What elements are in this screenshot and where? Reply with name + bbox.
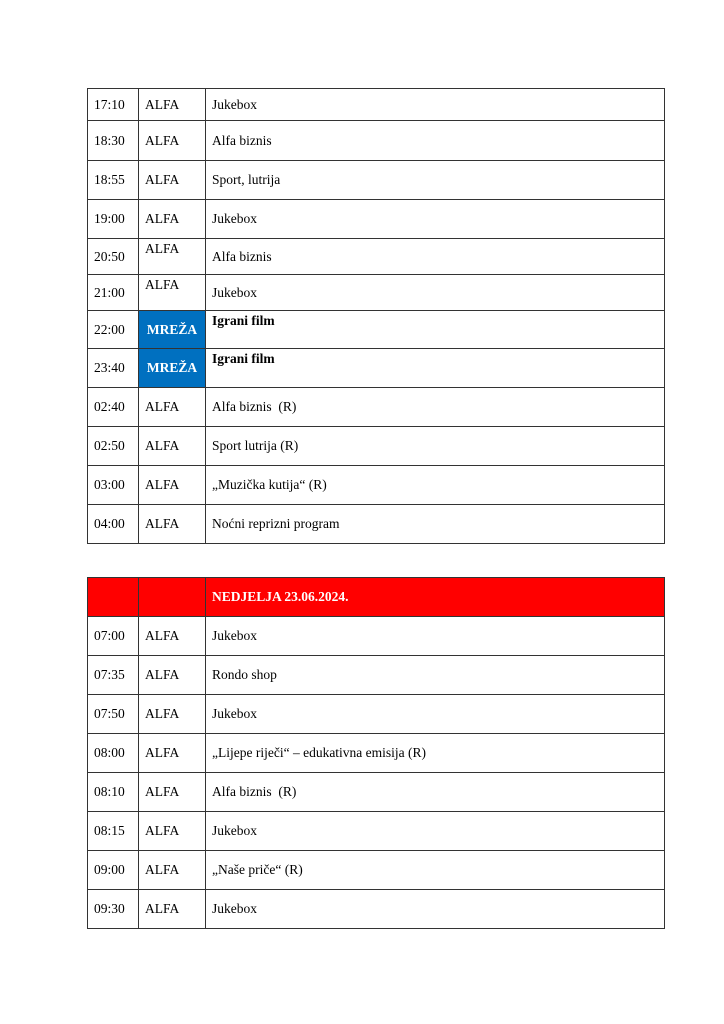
channel-cell: ALFA <box>139 388 206 427</box>
time-cell: 08:10 <box>88 773 139 812</box>
time-cell: 08:00 <box>88 734 139 773</box>
schedule-table-saturday <box>87 88 665 544</box>
header-channel-cell <box>139 578 206 617</box>
schedule-row <box>88 851 665 890</box>
program-cell: „Muzička kutija“ (R) <box>206 466 665 505</box>
time-cell: 23:40 <box>88 349 139 388</box>
channel-cell: ALFA <box>139 734 206 773</box>
channel-cell: ALFA <box>139 617 206 656</box>
channel-cell: ALFA <box>139 890 206 929</box>
program-cell: Jukebox <box>206 890 665 929</box>
schedule-row <box>88 466 665 505</box>
schedule-table-sunday <box>87 577 665 929</box>
schedule-row <box>88 89 665 121</box>
schedule-row <box>88 617 665 656</box>
time-cell: 18:30 <box>88 121 139 161</box>
channel-cell: ALFA <box>139 275 206 311</box>
time-cell: 21:00 <box>88 275 139 311</box>
channel-cell: ALFA <box>139 505 206 544</box>
schedule-row <box>88 773 665 812</box>
program-cell: Sport lutrija (R) <box>206 427 665 466</box>
schedule-row <box>88 121 665 161</box>
program-cell: Jukebox <box>206 695 665 734</box>
schedule-row <box>88 275 665 311</box>
time-cell: 07:35 <box>88 656 139 695</box>
network-channel-badge: MREŽA <box>139 311 206 349</box>
channel-cell: ALFA <box>139 812 206 851</box>
time-cell: 07:00 <box>88 617 139 656</box>
schedule-row <box>88 311 665 349</box>
channel-cell: ALFA <box>139 851 206 890</box>
program-cell: Alfa biznis (R) <box>206 388 665 427</box>
program-cell: Sport, lutrija <box>206 161 665 200</box>
time-cell: 09:30 <box>88 890 139 929</box>
schedule-row <box>88 812 665 851</box>
schedule-row <box>88 734 665 773</box>
channel-cell: ALFA <box>139 466 206 505</box>
time-cell: 09:00 <box>88 851 139 890</box>
channel-cell: ALFA <box>139 656 206 695</box>
channel-cell: ALFA <box>139 161 206 200</box>
schedule-row <box>88 200 665 239</box>
schedule-row <box>88 239 665 275</box>
time-cell: 02:40 <box>88 388 139 427</box>
program-cell: Noćni reprizni program <box>206 505 665 544</box>
channel-cell: ALFA <box>139 200 206 239</box>
program-cell: Jukebox <box>206 812 665 851</box>
time-cell: 08:15 <box>88 812 139 851</box>
program-cell: Jukebox <box>206 89 665 121</box>
program-cell: Alfa biznis (R) <box>206 773 665 812</box>
program-cell: Igrani film <box>206 311 665 349</box>
program-cell: Rondo shop <box>206 656 665 695</box>
program-cell: Alfa biznis <box>206 121 665 161</box>
program-cell: Igrani film <box>206 349 665 388</box>
time-cell: 19:00 <box>88 200 139 239</box>
schedule-row <box>88 505 665 544</box>
time-cell: 22:00 <box>88 311 139 349</box>
channel-cell: ALFA <box>139 121 206 161</box>
header-time-cell <box>88 578 139 617</box>
program-cell: Jukebox <box>206 275 665 311</box>
schedule-row <box>88 890 665 929</box>
time-cell: 04:00 <box>88 505 139 544</box>
channel-cell: ALFA <box>139 427 206 466</box>
schedule-row <box>88 656 665 695</box>
network-channel-badge: MREŽA <box>139 349 206 388</box>
program-cell: „Lijepe riječi“ – edukativna emisija (R) <box>206 734 665 773</box>
schedule-row <box>88 349 665 388</box>
schedule-row <box>88 388 665 427</box>
channel-cell: ALFA <box>139 89 206 121</box>
schedule-row <box>88 695 665 734</box>
program-cell: Jukebox <box>206 617 665 656</box>
time-cell: 20:50 <box>88 239 139 275</box>
time-cell: 07:50 <box>88 695 139 734</box>
time-cell: 17:10 <box>88 89 139 121</box>
time-cell: 18:55 <box>88 161 139 200</box>
day-header-row <box>88 578 665 617</box>
program-cell: Jukebox <box>206 200 665 239</box>
day-header-title: NEDJELJA 23.06.2024. <box>206 578 665 617</box>
channel-cell: ALFA <box>139 695 206 734</box>
channel-cell: ALFA <box>139 773 206 812</box>
schedule-row <box>88 427 665 466</box>
schedule-row <box>88 161 665 200</box>
time-cell: 02:50 <box>88 427 139 466</box>
time-cell: 03:00 <box>88 466 139 505</box>
program-cell: „Naše priče“ (R) <box>206 851 665 890</box>
program-cell: Alfa biznis <box>206 239 665 275</box>
channel-cell: ALFA <box>139 239 206 275</box>
